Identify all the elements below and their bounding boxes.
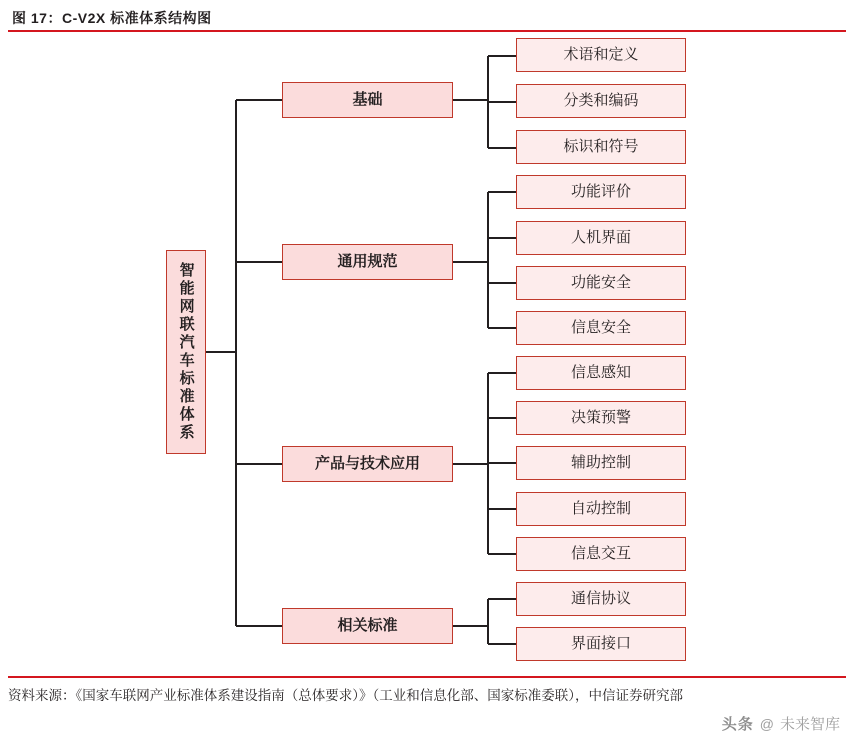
branch-node-xiangguanbiaozhun[interactable]: 相关标准 (282, 608, 453, 644)
leaf-node[interactable]: 标识和符号 (516, 130, 686, 164)
leaf-node[interactable]: 界面接口 (516, 627, 686, 661)
source-text: 资料来源：《国家车联网产业标准体系建设指南（总体要求）》（工业和信息化部、国家标准委联），中信证券研究部 (8, 688, 683, 703)
connector-lines (0, 32, 854, 672)
leaf-node[interactable]: 决策预警 (516, 401, 686, 435)
branch-node-chanpin-jishu-yingyong[interactable]: 产品与技术应用 (282, 446, 453, 482)
at-icon: @ (759, 715, 774, 732)
leaf-node[interactable]: 功能评价 (516, 175, 686, 209)
leaf-node[interactable]: 通信协议 (516, 582, 686, 616)
leaf-node[interactable]: 分类和编码 (516, 84, 686, 118)
toutiao-logo-icon: 头条 (721, 716, 754, 733)
figure-title-text: 图 17：C-V2X 标准体系结构图 (12, 10, 212, 26)
leaf-node[interactable]: 自动控制 (516, 492, 686, 526)
branch-node-tongyongguifan[interactable]: 通用规范 (282, 244, 453, 280)
leaf-node[interactable]: 信息感知 (516, 356, 686, 390)
leaf-node[interactable]: 术语和定义 (516, 38, 686, 72)
leaf-node[interactable]: 信息安全 (516, 311, 686, 345)
branch-node-jichu[interactable]: 基础 (282, 82, 453, 118)
root-node[interactable]: 智能网联汽车标准体系 (166, 250, 206, 454)
leaf-node[interactable]: 辅助控制 (516, 446, 686, 480)
watermark (722, 713, 840, 734)
leaf-node[interactable]: 功能安全 (516, 266, 686, 300)
leaf-node[interactable]: 信息交互 (516, 537, 686, 571)
source-note (8, 676, 846, 707)
watermark-name: 未来智库 (779, 716, 840, 733)
figure-title-bar (8, 6, 846, 32)
leaf-node[interactable]: 人机界面 (516, 221, 686, 255)
diagram-canvas (0, 32, 854, 672)
